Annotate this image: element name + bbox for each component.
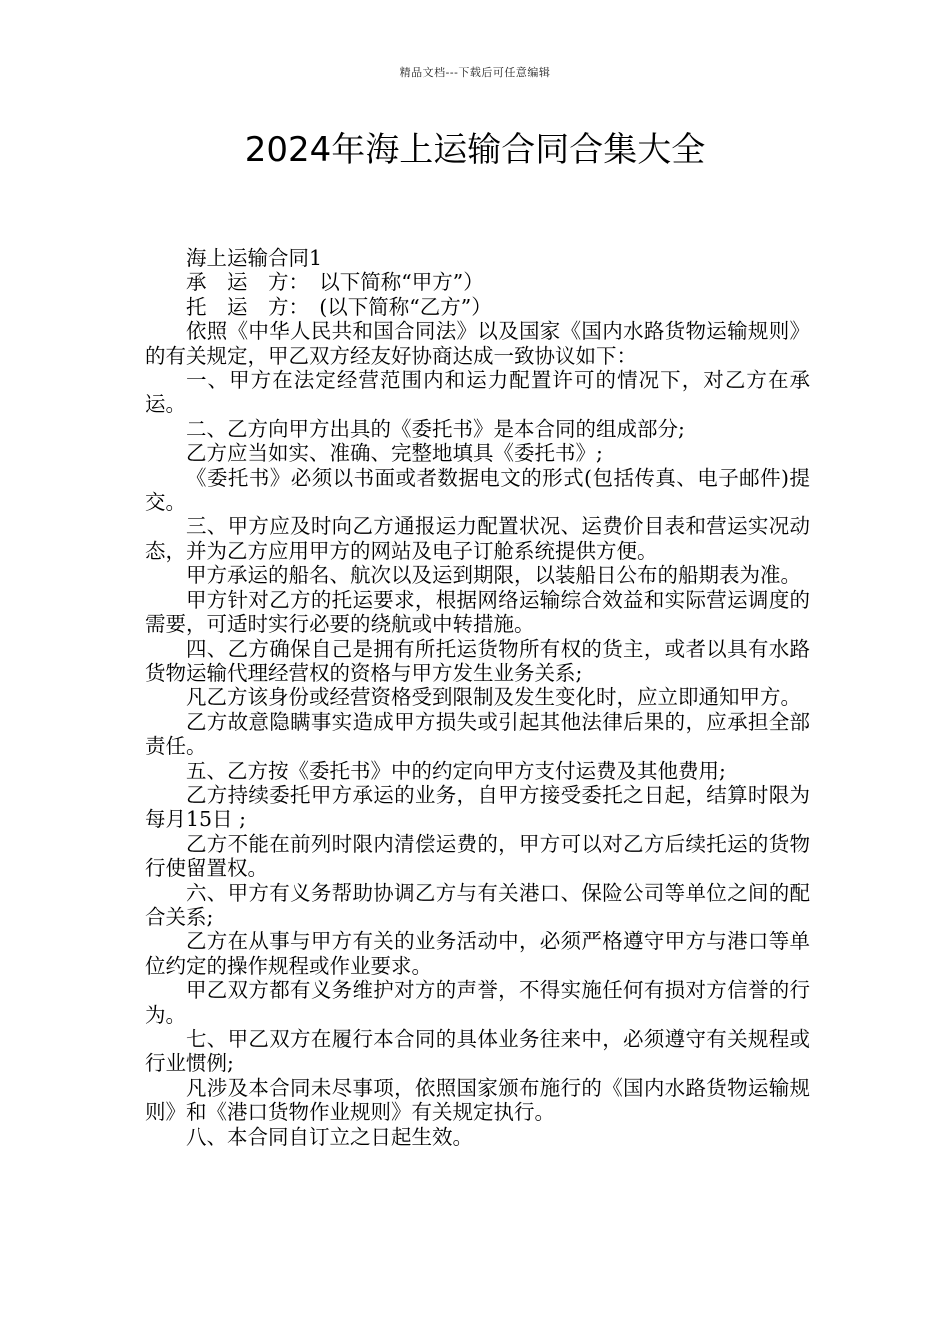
paragraph: 甲方承运的船名、航次以及运到期限，以装船日公布的船期表为准。 xyxy=(186,563,801,588)
header-note: 精品文档---下载后可任意编辑 xyxy=(399,66,551,79)
paragraph: 八、本合同自订立之日起生效。 xyxy=(186,1124,473,1149)
paragraph: 甲方针对乙方的托运要求，根据网络运输综合效益和实际营运调度的需要，可适时实行必要的绕航或中转措施。 xyxy=(145,587,810,637)
paragraph: 三、甲方应及时向乙方通报运力配置状况、运费价目表和营运实况动态，并为乙方应用甲方的网站及电子订舱系统提供方便。 xyxy=(145,514,810,563)
paragraph: 《委托书》必须以书面或者数据电文的形式(包括传真、电子邮件)提交。 xyxy=(145,465,810,515)
paragraph: 甲乙双方都有义务维护对方的声誉，不得实施任何有损对方信誉的行为。 xyxy=(145,978,810,1027)
paragraph: 七、甲乙双方在履行本合同的具体业务往来中，必须遵守有关规程或行业惯例; xyxy=(145,1027,810,1076)
paragraph: 依照《中华人民共和国合同法》以及国家《国内水路货物运输规则》的有关规定，甲乙双方经友好协商达成一致协议如下： xyxy=(145,319,810,368)
paragraph: 乙方应当如实、准确、完整地填具《委托书》; xyxy=(186,441,603,466)
document-body xyxy=(145,246,810,1149)
paragraph: 一、甲方在法定经营范围内和运力配置许可的情况下，对乙方在承运。 xyxy=(145,368,810,417)
paragraph: 乙方在从事与甲方有关的业务活动中，必须严格遵守甲方与港口等单位约定的操作规程或作业要求。 xyxy=(145,929,810,978)
paragraph-shipper: 托 运 方： (以下简称“乙方”） xyxy=(186,294,492,319)
paragraph: 五、乙方按《委托书》中的约定向甲方支付运费及其他费用; xyxy=(186,758,726,783)
paragraph: 六、甲方有义务帮助协调乙方与有关港口、保险公司等单位之间的配合关系; xyxy=(145,880,810,929)
paragraph: 凡涉及本合同未尽事项，依照国家颁布施行的《国内水路货物运输规则》和《港口货物作业规则》有关规定执行。 xyxy=(145,1075,810,1125)
paragraph-carrier: 承 运 方： 以下简称“甲方”） xyxy=(186,270,484,295)
paragraph: 二、乙方向甲方出具的《委托书》是本合同的组成部分; xyxy=(186,416,685,441)
paragraph: 乙方不能在前列时限内清偿运费的，甲方可以对乙方后续托运的货物行使留置权。 xyxy=(145,831,810,881)
paragraph: 四、乙方确保自己是拥有所托运货物所有权的货主，或者以具有水路货物运输代理经营权的资格与甲方发生业务关系; xyxy=(145,636,810,685)
paragraph: 乙方持续委托甲方承运的业务，自甲方接受委托之日起，结算时限为 每月15日 ; xyxy=(145,782,810,832)
document-title: 2024年海上运输合同合集大全 xyxy=(244,130,706,170)
paragraph-contract-heading: 海上运输合同1 xyxy=(186,246,323,270)
paragraph: 凡乙方该身份或经营资格受到限制及发生变化时，应立即通知甲方。 xyxy=(186,685,801,710)
paragraph: 乙方故意隐瞒事实造成甲方损失或引起其他法律后果的，应承担全部责任。 xyxy=(145,709,810,759)
